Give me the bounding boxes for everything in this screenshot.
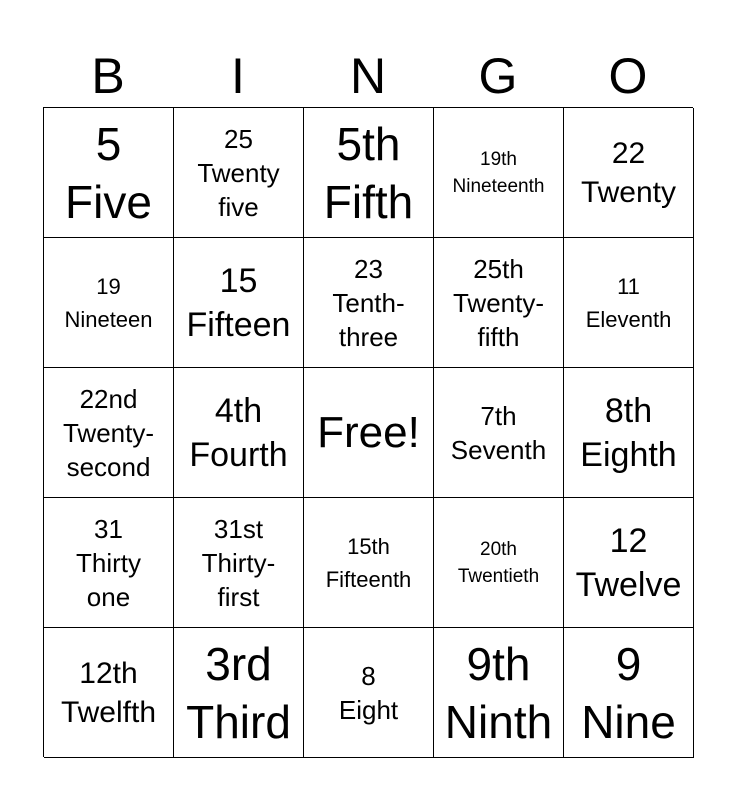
bingo-cell[interactable] xyxy=(174,238,304,368)
bingo-board xyxy=(43,107,693,757)
cell-line: 19 xyxy=(96,273,121,299)
cell-line: Twenty xyxy=(580,175,677,209)
bingo-cell[interactable] xyxy=(44,368,174,498)
cell-line: one xyxy=(86,581,131,612)
bingo-cell[interactable] xyxy=(434,108,564,238)
cell-line: Twenty- xyxy=(452,287,545,318)
cell-line: Thirty xyxy=(76,547,141,578)
cell-line: Twenty xyxy=(197,157,280,188)
cell-line: Seventh xyxy=(450,434,547,465)
cell-line: 31 xyxy=(94,513,123,544)
cell-line: Twentieth xyxy=(457,565,540,587)
bingo-cell[interactable] xyxy=(44,238,174,368)
header-letter-o: O xyxy=(608,48,648,104)
cell-line: Twelve xyxy=(575,565,682,604)
bingo-header xyxy=(43,44,693,108)
cell-line: 4th xyxy=(214,391,263,430)
cell-line: 19th xyxy=(480,148,517,170)
cell-line: 12 xyxy=(609,521,648,560)
cell-line: Eighth xyxy=(580,435,677,474)
bingo-cell[interactable] xyxy=(564,628,694,758)
cell-line: Fifth xyxy=(323,175,414,228)
cell-line: 9 xyxy=(615,637,642,690)
bingo-cell[interactable] xyxy=(174,108,304,238)
bingo-cell[interactable] xyxy=(304,108,434,238)
header-letter-g: G xyxy=(478,48,518,104)
bingo-cell[interactable] xyxy=(564,368,694,498)
free-space-label: Free! xyxy=(317,407,420,457)
cell-line: 15 xyxy=(219,261,258,300)
cell-line: 22 xyxy=(611,136,646,170)
bingo-cell[interactable] xyxy=(434,628,564,758)
cell-line: 25th xyxy=(473,253,524,284)
cell-line: Thirty- xyxy=(201,547,276,578)
cell-line: Tenth- xyxy=(332,287,405,318)
cell-line: 5 xyxy=(95,117,122,170)
cell-line: 8 xyxy=(361,660,376,691)
cell-line: 5th xyxy=(336,117,401,170)
cell-line: 23 xyxy=(354,253,383,284)
header-letter-i: I xyxy=(231,48,245,104)
cell-line: three xyxy=(338,321,399,352)
cell-line: 31st xyxy=(213,513,264,544)
bingo-cell[interactable] xyxy=(174,498,304,628)
cell-line: fifth xyxy=(477,321,520,352)
cell-line: 8th xyxy=(604,391,653,430)
cell-line: 7th xyxy=(480,400,517,431)
cell-line: 12th xyxy=(79,656,138,690)
cell-line: 25 xyxy=(224,123,253,154)
cell-line: Twelfth xyxy=(60,695,157,729)
cell-line: Five xyxy=(65,175,152,228)
cell-line: Fifteen xyxy=(186,305,291,344)
cell-line: 22nd xyxy=(79,383,138,414)
bingo-cell[interactable] xyxy=(304,238,434,368)
bingo-cell[interactable] xyxy=(44,628,174,758)
cell-line: Eleventh xyxy=(585,306,672,332)
header-letter-b: B xyxy=(91,48,125,104)
cell-line: Fourth xyxy=(189,435,288,474)
bingo-cell[interactable] xyxy=(434,368,564,498)
cell-line: 15th xyxy=(347,533,390,559)
bingo-cell[interactable] xyxy=(44,108,174,238)
cell-line: five xyxy=(218,191,259,222)
bingo-cell[interactable] xyxy=(174,368,304,498)
cell-line: Third xyxy=(186,695,291,748)
cell-line: 11 xyxy=(617,273,640,299)
bingo-cell[interactable] xyxy=(44,498,174,628)
cell-line: second xyxy=(66,451,151,482)
bingo-cell[interactable] xyxy=(434,238,564,368)
cell-line: Nine xyxy=(581,695,676,748)
cell-line: 9th xyxy=(466,637,531,690)
cell-line: Twenty- xyxy=(62,417,155,448)
free-space-cell[interactable] xyxy=(304,368,434,498)
bingo-cell[interactable] xyxy=(434,498,564,628)
cell-line: Nineteenth xyxy=(452,175,545,197)
cell-line: Fifteenth xyxy=(325,566,412,592)
cell-line: first xyxy=(217,581,260,612)
bingo-cell[interactable] xyxy=(564,238,694,368)
cell-line: Nineteen xyxy=(64,306,153,332)
bingo-cell[interactable] xyxy=(174,628,304,758)
header-letter-n: N xyxy=(349,48,387,104)
bingo-cell[interactable] xyxy=(304,628,434,758)
bingo-cell[interactable] xyxy=(304,498,434,628)
cell-line: 20th xyxy=(480,538,517,560)
cell-line: 3rd xyxy=(205,637,272,690)
cell-line: Ninth xyxy=(444,695,553,748)
bingo-cell[interactable] xyxy=(564,108,694,238)
cell-line: Eight xyxy=(338,694,399,725)
bingo-cell[interactable] xyxy=(564,498,694,628)
